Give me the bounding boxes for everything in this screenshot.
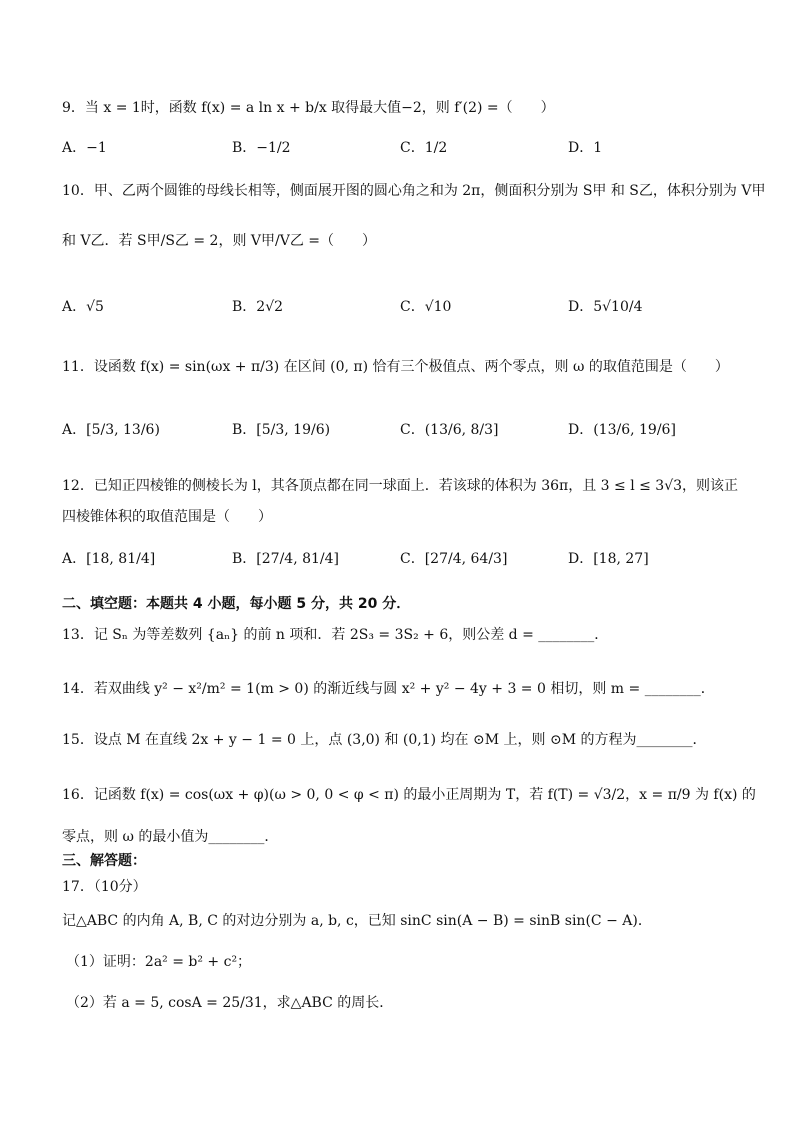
question-11-stem: 11．设函数 f(x) = sin(ωx + π/3) 在区间 (0, π) 恰有三个极值点、两个零点，则 ω 的取值范围是（ ）	[62, 359, 729, 375]
q11-option-a: A．[5/3, 13/6)	[62, 422, 160, 438]
question-12-options	[62, 539, 752, 579]
question-15: 15．设点 M 在直线 2x + y − 1 = 0 上，点 (3,0) 和 (0,1) 均在 ⊙M 上，则 ⊙M 的方程为________．	[62, 732, 707, 748]
question-11-options	[62, 410, 752, 450]
q10-option-b: B．2√2	[232, 299, 284, 315]
q11-option-c: C．(13/6, 8/3]	[400, 422, 499, 438]
q10-option-c: C．√10	[400, 299, 452, 315]
question-9-stem: 9．当 x = 1时，函数 f(x) = a ln x + b/x 取得最大值−2，则 f′(2) =（ ）	[62, 100, 555, 116]
q10-option-a: A．√5	[62, 299, 104, 315]
q11-option-b: B．[5/3, 19/6)	[232, 422, 331, 438]
q12-option-a: A．[18, 81/4]	[62, 551, 156, 567]
question-17-stem: 记△ABC 的内角 A, B, C 的对边分别为 a, b, c，已知 sinC sin(A − B) = sinB sin(C − A)．	[62, 913, 652, 929]
question-10-stem-line2: 和 V乙．若 S甲/S乙 = 2，则 V甲/V乙 =（ ）	[62, 233, 377, 249]
question-16-line1: 16．记函数 f(x) = cos(ωx + φ)(ω > 0, 0 < φ < π) 的最小正周期为 T，若 f(T) = √3/2，x = π/9 为 f(x) 的	[62, 787, 756, 803]
question-9-options	[62, 128, 752, 168]
q9-option-c: C．1/2	[400, 140, 448, 156]
q9-option-d: D．1	[568, 140, 603, 156]
question-13: 13．记 Sₙ 为等差数列 {aₙ} 的前 n 项和．若 2S₃ = 3S₂ + 6，则公差 d = ________．	[62, 627, 609, 643]
question-17-head: 17．（10分）	[62, 879, 147, 895]
question-17-part2: （2）若 a = 5, cosA = 25/31，求△ABC 的周长．	[66, 995, 394, 1011]
question-17-part1: （1）证明：2a² = b² + c²；	[66, 954, 252, 970]
q12-option-b: B．[27/4, 81/4]	[232, 551, 339, 567]
q12-option-c: C．[27/4, 64/3]	[400, 551, 508, 567]
q11-option-d: D．(13/6, 19/6]	[568, 422, 676, 438]
q9-option-a: A．−1	[62, 140, 107, 156]
q12-option-d: D．[18, 27]	[568, 551, 649, 567]
question-14: 14．若双曲线 y² − x²/m² = 1(m > 0) 的渐近线与圆 x² + y² − 4y + 3 = 0 相切，则 m = ________．	[62, 681, 715, 697]
section-3-heading: 三、解答题：	[62, 853, 146, 869]
section-2-heading: 二、填空题：本题共 4 小题，每小题 5 分，共 20 分．	[62, 596, 411, 612]
question-10-options	[62, 287, 752, 327]
question-16-line2: 零点，则 ω 的最小值为________．	[62, 829, 279, 845]
question-10-stem-line1: 10．甲、乙两个圆锥的母线长相等，侧面展开图的圆心角之和为 2π，侧面积分别为 S甲 和 S乙，体积分别为 V甲	[62, 183, 766, 199]
q9-option-b: B．−1/2	[232, 140, 291, 156]
question-12-stem-line2: 四棱锥体积的取值范围是（ ）	[62, 509, 272, 525]
question-12-stem-line1: 12．已知正四棱锥的侧棱长为 l，其各顶点都在同一球面上．若该球的体积为 36π，且 3 ≤ l ≤ 3√3，则该正	[62, 478, 739, 494]
q10-option-d: D．5√10/4	[568, 299, 643, 315]
